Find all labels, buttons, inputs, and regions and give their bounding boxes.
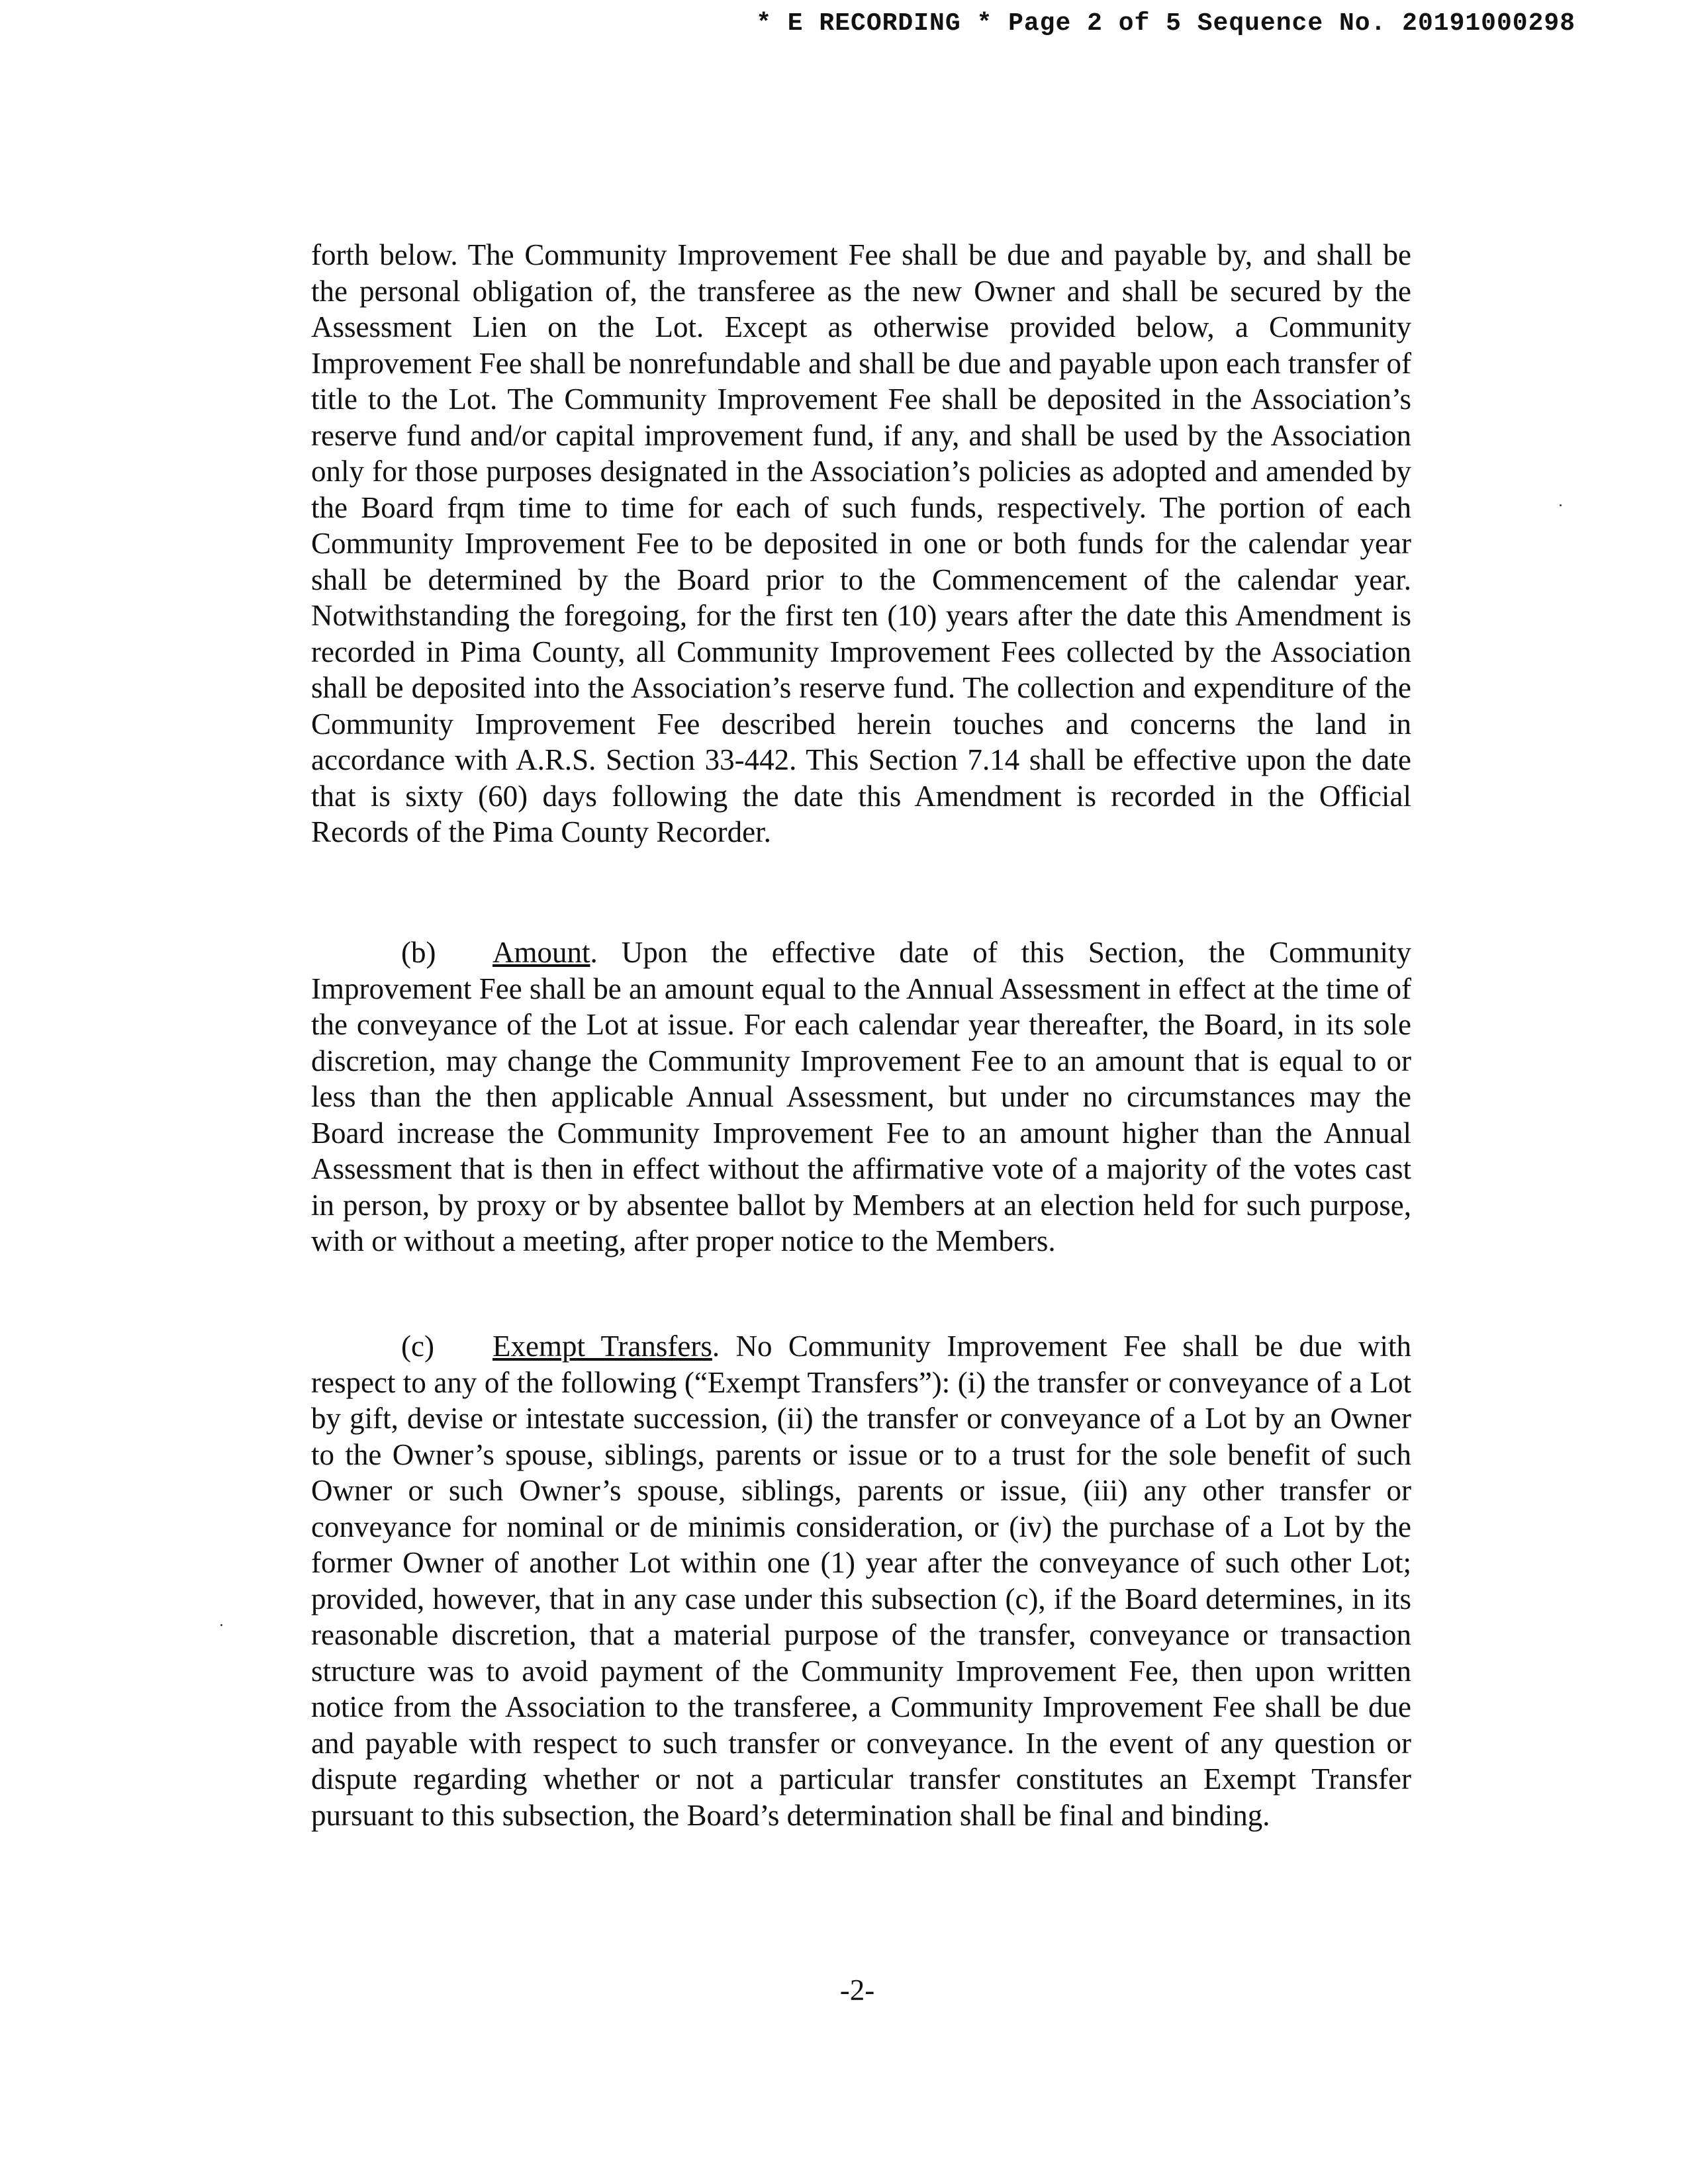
scan-speck [1560, 504, 1562, 506]
recording-header-stamp: * E RECORDING * Page 2 of 5 Sequence No. 20191000298 [756, 9, 1575, 38]
section-b-label: (b) [401, 936, 436, 969]
section-c-paragraph [311, 1328, 1411, 1833]
scan-speck [220, 1624, 222, 1626]
section-c-label: (c) [401, 1330, 434, 1363]
section-b-paragraph [311, 934, 1411, 1259]
section-c-heading: Exempt Transfers [492, 1330, 712, 1363]
section-b-text: . Upon the effective date of this Section, the Community Improvement Fee shall be an amount equal to the Annual Assessment in effect at the time of the conveyance of the Lot at issue. For each calendar year thereafter, the Board, in its sole discretion, may change the Community Improvement Fee to an amount that is equal to or less than the then applicable Annual Assessment, but under no circumstances may the Board increase the Community Improvement Fee to an amount higher than the Annual Assessment that is then in effect without the affirmative vote of a majority of the votes cast in person, by proxy or by absentee ballot by Members at an election held for such purpose, with or without a meeting, after proper notice to the Members. [311, 936, 1411, 1257]
section-c-text: . No Community Improvement Fee shall be due with respect to any of the following (“Exempt Transfers”): (i) the transfer or conveyance of a Lot by gift, devise or intestate succession, (ii) the transfer or conveyance of a Lot by an Owner to the Owner’s spouse, siblings, parents or issue or to a trust for the sole benefit of such Owner or such Owner’s spouse, siblings, parents or issue, (iii) any other transfer or conveyance for nominal or de minimis consideration, or (iv) the purchase of a Lot by the former Owner of another Lot within one (1) year after the conveyance of such other Lot; provided, however, that in any case under this subsection (c), if the Board determines, in its reasonable discretion, that a material purpose of the transfer, conveyance or transaction structure was to avoid payment of the Community Improvement Fee, then upon written notice from the Association to the transferee, a Community Improvement Fee shall be due and payable with respect to such transfer or conveyance. In the event of any question or dispute regarding whether or not a particular transfer constitutes an Exempt Transfer pursuant to this subsection, the Board’s determination shall be final and binding. [311, 1330, 1411, 1832]
paragraph-text: forth below. The Community Improvement Fee shall be due and payable by, and shall be the personal obligation of, the transferee as the new Owner and shall be secured by the Assessment Lien on the Lot. Except as otherwise provided below, a Community Improvement Fee shall be nonrefundable and shall be due and payable upon each transfer of title to the Lot. The Community Improvement Fee shall be deposited in the Association’s reserve fund and/or capital improvement fund, if any, and shall be used by the Association only for those purposes designated in the Association’s policies as adopted and amended by the Board frqm time to time for each of such funds, respectively. The portion of each Community Improvement Fee to be deposited in one or both funds for the calendar year shall be determined by the Board prior to the Commencement of the calendar year. Notwithstanding the foregoing, for the first ten (10) years after the date this Amendment is recorded in Pima County, all Community Improvement Fees collected by the Association shall be deposited into the Association’s reserve fund. The collection and expenditure of the Community Improvement Fee described herein touches and concerns the land in accordance with A.R.S. Section 33-442. This Section 7.14 shall be effective upon the date that is sixty (60) days following the date this Amendment is recorded in the Official Records of the Pima County Recorder. [311, 238, 1411, 848]
page-number: -2- [839, 1974, 875, 2007]
section-b-heading: Amount [492, 936, 590, 969]
paragraph-continuation [311, 237, 1411, 850]
